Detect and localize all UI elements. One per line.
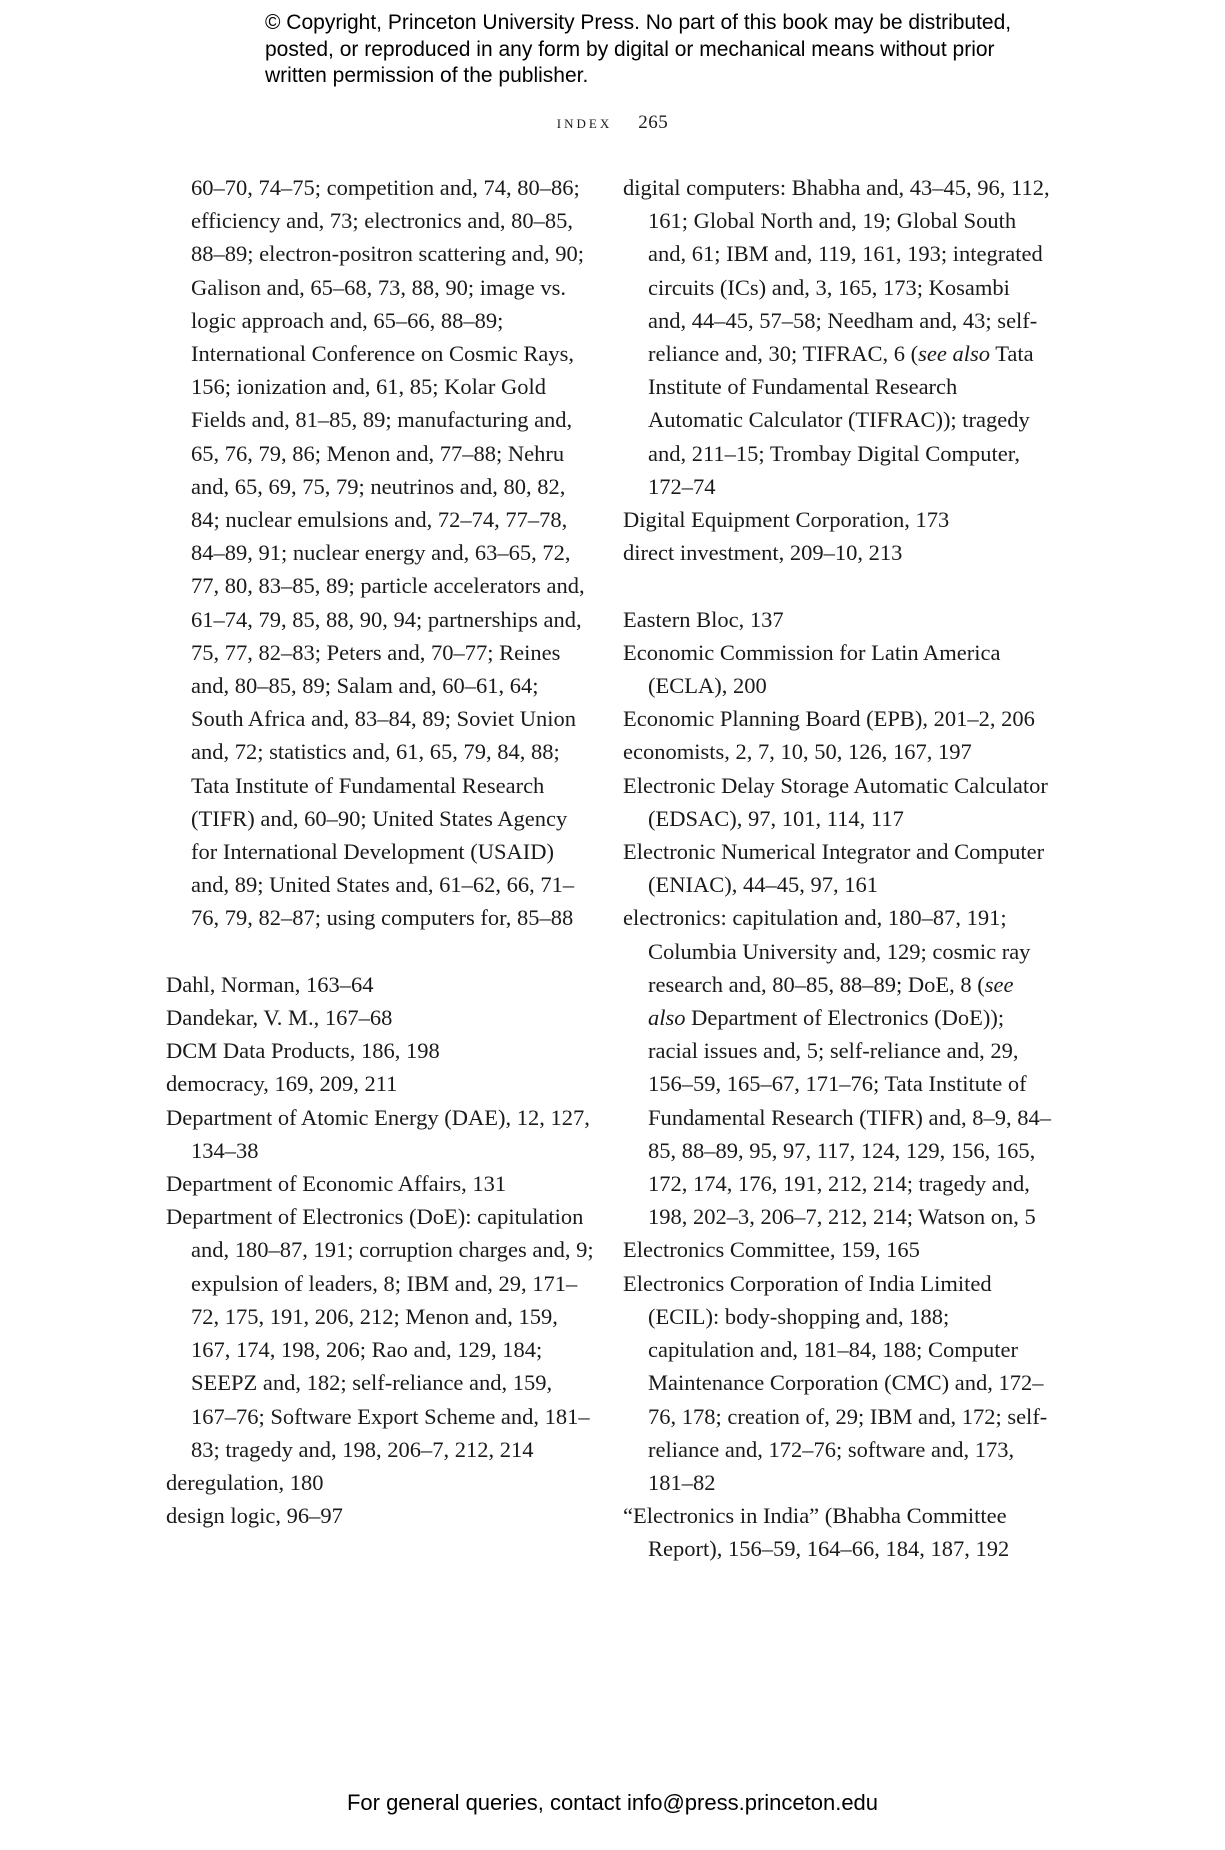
index-entry (166, 1167, 596, 1200)
index-entry (623, 835, 1053, 901)
index-entry (623, 536, 1053, 569)
letter-gap (166, 935, 596, 968)
index-entry-text: 60–70, 74–75; competition and, 74, 80–86; efficiency and, 73; electronics and, 80–85, 88–89; electron-positron scattering and, 90; Galison and, 65–68, 73, 88, 90; image vs. logic approach and, 65–66, 88–89; International Conference on Cosmic Rays, 156; ionization and, 61, 85; Kolar Gold Fields and, 81–85, 89; manufacturing and, 65, 76, 79, 86; Menon and, 77–88; Nehru and, 65, 69, 75, 79; neutrinos and, 80, 82, 84; nuclear emulsions and, 72–74, 77–78, 84–89, 91; nuclear energy and, 63–65, 72, 77, 80, 83–85, 89; particle accelerators and, 61–74, 79, 85, 88, 90, 94; partnerships and, 75, 77, 82–83; Peters and, 70–77; Reines and, 80–85, 89; Salam and, 60–61, 64; South Africa and, 83–84, 89; Soviet Union and, 72; statistics and, 61, 65, 79, 84, 88; Tata Institute of Fundamental Research (TIFR) and, 60–90; United States Agency for International Development (USAID) and, 89; United States and, 61–62, 66, 71–76, 79, 82–87; using computers for, 85–88 (191, 175, 585, 931)
index-entry-text: Dahl, Norman, 163–64 (166, 971, 374, 997)
index-entry (623, 1267, 1053, 1499)
index-entry (166, 1067, 596, 1100)
running-head (0, 112, 1225, 134)
index-entry-continued (166, 171, 596, 935)
index-entry-text: deregulation, 180 (166, 1469, 324, 1495)
index-entry (623, 769, 1053, 835)
index-entry (623, 1233, 1053, 1266)
index-entry (166, 1200, 596, 1466)
index-entry-text-rest: Department of Electronics (DoE)); racial issues and, 5; self-reliance and, 29, 156–59, 165–67, 171–76; Tata Institute of Fundamental Research (TIFR) and, 8–9, 84–85, 88–89, 95, 97, 117, 124, 129, 156, 165, 172, 174, 176, 191, 212, 214; tragedy and, 198, 202–3, 206–7, 212, 214; Watson on, 5 (648, 1005, 1052, 1230)
letter-gap (623, 569, 1053, 602)
see-also-reference: see also (918, 341, 991, 367)
index-entry-text: Economic Planning Board (EPB), 201–2, 206 (623, 706, 1035, 732)
index-entry-text: DCM Data Products, 186, 198 (166, 1038, 440, 1064)
index-entry-text: Department of Electronics (DoE): capitulation and, 180–87, 191; corruption charges and, 9; expulsion of leaders, 8; IBM and, 29, 171–72, 175, 191, 206, 212; Menon and, 159, 167, 174, 198, 206; Rao and, 129, 184; SEEPZ and, 182; self-reliance and, 159, 167–76; Software Export Scheme and, 181–83; tragedy and, 198, 206–7, 212, 214 (166, 1204, 594, 1462)
index-entry (166, 1101, 596, 1167)
index-entry (623, 636, 1053, 702)
index-entry (623, 1499, 1053, 1565)
copyright-notice: © Copyright, Princeton University Press. No part of this book may be distributed, posted, or reproduced in any form by digital or mechanical means without prior written permission of the publisher. (265, 11, 1012, 87)
index-entry-text: economists, 2, 7, 10, 50, 126, 167, 197 (623, 739, 972, 765)
index-entry (623, 171, 1053, 503)
index-entry (623, 702, 1053, 735)
index-entry-text: Department of Economic Affairs, 131 (166, 1171, 507, 1197)
see-also-reference: see also (648, 971, 1014, 1031)
index-entry (166, 1466, 596, 1499)
page-number: 265 (638, 112, 669, 133)
index-entry-text: digital computers: Bhabha and, 43–45, 96, 112, 161; Global North and, 19; Global South and, 61; IBM and, 119, 161, 193; integrated circuits (ICs) and, 3, 165, 173; Kosambi and, 44–45, 57–58; Needham and, 43; self-reliance and, 30; TIFRAC, 6 ( (623, 175, 1050, 367)
index-entry-text: design logic, 96–97 (166, 1503, 343, 1529)
index-entry-text: Eastern Bloc, 137 (623, 606, 784, 632)
index-entry (166, 1499, 596, 1532)
index-entry-text: Electronic Numerical Integrator and Computer (ENIAC), 44–45, 97, 161 (623, 839, 1045, 898)
index-entry-text: Electronics Corporation of India Limited (ECIL): body-shopping and, 188; capitulation and, 181–84, 188; Computer Maintenance Corporation (CMC) and, 172–76, 178; creation of, 29; IBM and, 172; self-reliance and, 172–76; software and, 173, 181–82 (623, 1270, 1048, 1495)
index-entry-text: democracy, 169, 209, 211 (166, 1071, 398, 1097)
index-entry-text: Dandekar, V. M., 167–68 (166, 1005, 393, 1031)
running-head-label: index (556, 112, 613, 133)
index-column-left (166, 171, 596, 1532)
index-entry (623, 901, 1053, 1233)
footer-contact: For general queries, contact info@press.princeton.edu (346, 1790, 879, 1815)
index-column-right (623, 171, 1053, 1566)
index-entry (166, 1001, 596, 1034)
index-entry-text: Department of Atomic Energy (DAE), 12, 127, 134–38 (166, 1104, 590, 1163)
index-entry-text: Electronic Delay Storage Automatic Calculator (EDSAC), 97, 101, 114, 117 (623, 772, 1048, 831)
index-entry (623, 735, 1053, 768)
index-entry-text: “Electronics in India” (Bhabha Committee Report), 156–59, 164–66, 184, 187, 192 (623, 1503, 1010, 1562)
index-entry-text: Electronics Committee, 159, 165 (623, 1237, 920, 1263)
index-entry (623, 503, 1053, 536)
index-entry-text: electronics: capitulation and, 180–87, 191; Columbia University and, 129; cosmic ray research and, 80–85, 88–89; DoE, 8 ( (623, 905, 1031, 997)
index-entry-text-rest: Tata Institute of Fundamental Research Automatic Calculator (TIFRAC)); tragedy and, 211–15; Trombay Digital Computer, 172–74 (648, 341, 1034, 499)
index-entry (623, 603, 1053, 636)
index-entry (166, 968, 596, 1001)
index-entry-text: Digital Equipment Corporation, 173 (623, 507, 950, 533)
index-entry-text: direct investment, 209–10, 213 (623, 540, 903, 566)
index-entry (166, 1034, 596, 1067)
index-entry-text: Economic Commission for Latin America (ECLA), 200 (623, 639, 1001, 699)
